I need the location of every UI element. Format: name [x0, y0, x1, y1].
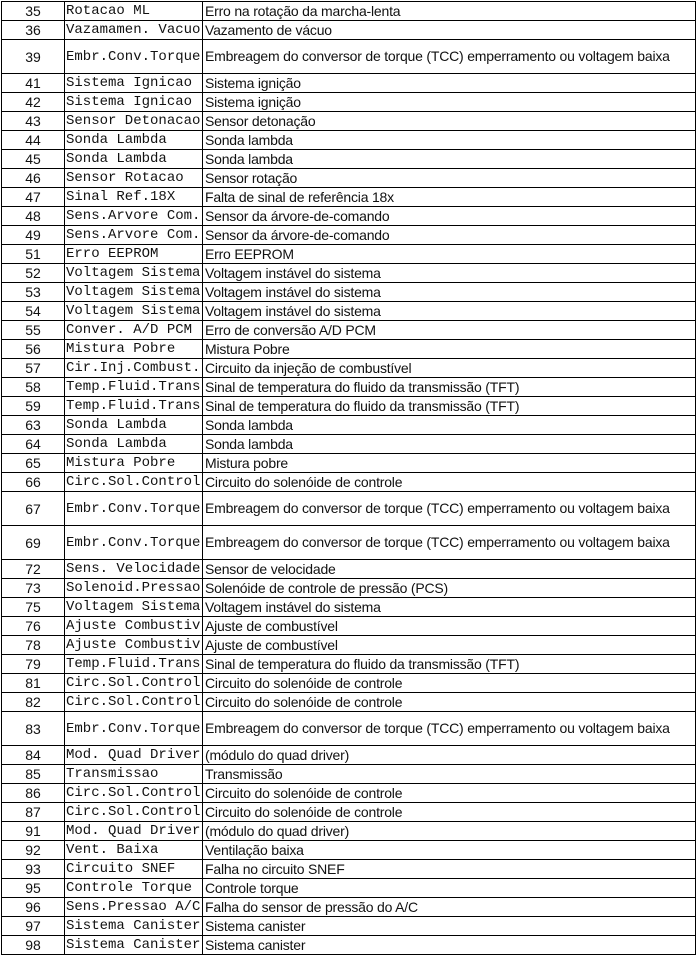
- table-row: [2, 188, 696, 207]
- fault-short-name: Temp.Fluid.Trans: [65, 378, 203, 397]
- fault-description: Controle torque: [203, 879, 696, 898]
- fault-description: Ajuste de combustível: [203, 636, 696, 655]
- fault-description: Falha do sensor de pressão do A/C: [203, 898, 696, 917]
- fault-description: Ventilação baixa: [203, 841, 696, 860]
- table-row: [2, 302, 696, 321]
- fault-short-name: Embr.Conv.Torque: [65, 492, 203, 526]
- fault-short-name: Mod. Quad Driver: [65, 746, 203, 765]
- fault-code: 53: [2, 283, 65, 302]
- fault-code: 66: [2, 473, 65, 492]
- fault-code: 69: [2, 526, 65, 560]
- table-row: [2, 898, 696, 917]
- fault-short-name: Cir.Inj.Combust.: [65, 359, 203, 378]
- fault-code: 47: [2, 188, 65, 207]
- fault-code: 79: [2, 655, 65, 674]
- fault-short-name: Sens.Pressao A/C: [65, 898, 203, 917]
- fault-short-name: Ajuste Combustiv: [65, 617, 203, 636]
- table-row: [2, 454, 696, 473]
- fault-code: 76: [2, 617, 65, 636]
- table-row: [2, 21, 696, 40]
- fault-code: 82: [2, 693, 65, 712]
- fault-short-name: Temp.Fluid.Trans: [65, 655, 203, 674]
- fault-description: Sistema canister: [203, 936, 696, 955]
- fault-code-table: [1, 1, 696, 955]
- fault-short-name: Mistura Pobre: [65, 340, 203, 359]
- fault-short-name: Solenoid.Pressao: [65, 579, 203, 598]
- fault-description: Sistema canister: [203, 917, 696, 936]
- table-row: [2, 917, 696, 936]
- fault-description: Sonda lambda: [203, 435, 696, 454]
- table-row: [2, 359, 696, 378]
- fault-code: 56: [2, 340, 65, 359]
- table-row: [2, 841, 696, 860]
- table-row: [2, 860, 696, 879]
- fault-code: 64: [2, 435, 65, 454]
- fault-description: Sonda lambda: [203, 131, 696, 150]
- table-row: [2, 435, 696, 454]
- table-row: [2, 822, 696, 841]
- table-row: [2, 879, 696, 898]
- fault-description: Erro de conversão A/D PCM: [203, 321, 696, 340]
- fault-description: Falta de sinal de referência 18x: [203, 188, 696, 207]
- fault-code: 45: [2, 150, 65, 169]
- fault-short-name: Circuito SNEF: [65, 860, 203, 879]
- table-row: [2, 397, 696, 416]
- fault-description: Erro na rotação da marcha-lenta: [203, 2, 696, 21]
- fault-code: 92: [2, 841, 65, 860]
- table-row: [2, 674, 696, 693]
- fault-code: 35: [2, 2, 65, 21]
- fault-short-name: Embr.Conv.Torque: [65, 526, 203, 560]
- fault-short-name: Erro EEPROM: [65, 245, 203, 264]
- table-row: [2, 803, 696, 822]
- fault-short-name: Vazamamen. Vacuo: [65, 21, 203, 40]
- fault-short-name: Sonda Lambda: [65, 435, 203, 454]
- fault-code: 86: [2, 784, 65, 803]
- fault-short-name: Sinal Ref.18X: [65, 188, 203, 207]
- fault-short-name: Transmissao: [65, 765, 203, 784]
- fault-code: 57: [2, 359, 65, 378]
- table-row: [2, 340, 696, 359]
- fault-code: 87: [2, 803, 65, 822]
- fault-code: 49: [2, 226, 65, 245]
- fault-description: Sonda lambda: [203, 150, 696, 169]
- table-row: [2, 2, 696, 21]
- fault-code-rows: [2, 2, 696, 955]
- fault-short-name: Controle Torque: [65, 879, 203, 898]
- table-row: [2, 712, 696, 746]
- table-row: [2, 784, 696, 803]
- fault-short-name: Voltagem Sistema: [65, 598, 203, 617]
- fault-short-name: Sonda Lambda: [65, 131, 203, 150]
- fault-description: Voltagem instável do sistema: [203, 283, 696, 302]
- fault-code: 96: [2, 898, 65, 917]
- fault-short-name: Vent. Baixa: [65, 841, 203, 860]
- fault-short-name: Voltagem Sistema: [65, 302, 203, 321]
- fault-description: Embreagem do conversor de torque (TCC) emperramento ou voltagem baixa: [203, 526, 696, 560]
- fault-code: 91: [2, 822, 65, 841]
- fault-code: 58: [2, 378, 65, 397]
- fault-short-name: Circ.Sol.Control: [65, 803, 203, 822]
- table-row: [2, 526, 696, 560]
- fault-description: Voltagem instável do sistema: [203, 264, 696, 283]
- fault-code: 42: [2, 93, 65, 112]
- fault-code: 41: [2, 74, 65, 93]
- table-row: [2, 636, 696, 655]
- fault-short-name: Circ.Sol.Control: [65, 473, 203, 492]
- table-row: [2, 473, 696, 492]
- fault-short-name: Rotacao ML: [65, 2, 203, 21]
- fault-description: Transmissão: [203, 765, 696, 784]
- fault-description: Voltagem instável do sistema: [203, 302, 696, 321]
- fault-description: Vazamento de vácuo: [203, 21, 696, 40]
- fault-short-name: Sistema Canister: [65, 917, 203, 936]
- fault-code: 54: [2, 302, 65, 321]
- table-row: [2, 169, 696, 188]
- table-row: [2, 693, 696, 712]
- fault-code: 36: [2, 21, 65, 40]
- fault-description: Circuito do solenóide de controle: [203, 803, 696, 822]
- fault-short-name: Voltagem Sistema: [65, 264, 203, 283]
- table-row: [2, 378, 696, 397]
- table-row: [2, 112, 696, 131]
- table-row: [2, 416, 696, 435]
- fault-code: 93: [2, 860, 65, 879]
- fault-code: 95: [2, 879, 65, 898]
- fault-description: Ajuste de combustível: [203, 617, 696, 636]
- fault-description: Embreagem do conversor de torque (TCC) emperramento ou voltagem baixa: [203, 712, 696, 746]
- fault-description: Mistura pobre: [203, 454, 696, 473]
- fault-short-name: Sensor Detonacao: [65, 112, 203, 131]
- fault-code: 48: [2, 207, 65, 226]
- table-row: [2, 264, 696, 283]
- fault-code: 84: [2, 746, 65, 765]
- fault-code: 46: [2, 169, 65, 188]
- fault-description: Sensor detonação: [203, 112, 696, 131]
- fault-code: 51: [2, 245, 65, 264]
- fault-code: 43: [2, 112, 65, 131]
- table-row: [2, 40, 696, 74]
- fault-short-name: Circ.Sol.Control: [65, 693, 203, 712]
- table-row: [2, 492, 696, 526]
- table-row: [2, 226, 696, 245]
- table-row: [2, 321, 696, 340]
- fault-description: Circuito do solenóide de controle: [203, 674, 696, 693]
- fault-code: 81: [2, 674, 65, 693]
- table-row: [2, 245, 696, 264]
- table-row: [2, 765, 696, 784]
- fault-short-name: Sens. Velocidade: [65, 560, 203, 579]
- fault-description: Sonda lambda: [203, 416, 696, 435]
- table-row: [2, 150, 696, 169]
- table-row: [2, 746, 696, 765]
- fault-code: 39: [2, 40, 65, 74]
- fault-description: Mistura Pobre: [203, 340, 696, 359]
- table-row: [2, 74, 696, 93]
- fault-code: 44: [2, 131, 65, 150]
- fault-description: Sensor rotação: [203, 169, 696, 188]
- fault-code: 98: [2, 936, 65, 955]
- fault-short-name: Sonda Lambda: [65, 150, 203, 169]
- fault-code: 67: [2, 492, 65, 526]
- fault-code: 97: [2, 917, 65, 936]
- fault-description: Sensor de velocidade: [203, 560, 696, 579]
- fault-short-name: Sensor Rotacao: [65, 169, 203, 188]
- fault-code: 85: [2, 765, 65, 784]
- fault-short-name: Embr.Conv.Torque: [65, 712, 203, 746]
- table-row: [2, 131, 696, 150]
- table-row: [2, 936, 696, 955]
- fault-description: (módulo do quad driver): [203, 822, 696, 841]
- fault-short-name: Circ.Sol.Control: [65, 674, 203, 693]
- fault-short-name: Sistema Canister: [65, 936, 203, 955]
- fault-description: Sistema ignição: [203, 93, 696, 112]
- fault-code: 55: [2, 321, 65, 340]
- fault-code: 73: [2, 579, 65, 598]
- table-row: [2, 560, 696, 579]
- table-row: [2, 207, 696, 226]
- table-row: [2, 93, 696, 112]
- fault-short-name: Sistema Ignicao: [65, 93, 203, 112]
- fault-short-name: Temp.Fluid.Trans: [65, 397, 203, 416]
- fault-description: Sensor da árvore-de-comando: [203, 207, 696, 226]
- fault-short-name: Embr.Conv.Torque: [65, 40, 203, 74]
- fault-short-name: Ajuste Combustiv: [65, 636, 203, 655]
- fault-description: Falha no circuito SNEF: [203, 860, 696, 879]
- fault-description: Circuito da injeção de combustível: [203, 359, 696, 378]
- fault-description: Circuito do solenóide de controle: [203, 473, 696, 492]
- fault-description: Circuito do solenóide de controle: [203, 784, 696, 803]
- fault-code: 83: [2, 712, 65, 746]
- table-row: [2, 283, 696, 302]
- fault-code: 63: [2, 416, 65, 435]
- fault-description: Erro EEPROM: [203, 245, 696, 264]
- fault-code: 52: [2, 264, 65, 283]
- fault-description: Embreagem do conversor de torque (TCC) emperramento ou voltagem baixa: [203, 40, 696, 74]
- fault-short-name: Mod. Quad Driver: [65, 822, 203, 841]
- fault-short-name: Sonda Lambda: [65, 416, 203, 435]
- fault-description: Sinal de temperatura do fluido da transmissão (TFT): [203, 397, 696, 416]
- fault-description: Sinal de temperatura do fluido da transmissão (TFT): [203, 378, 696, 397]
- fault-code: 59: [2, 397, 65, 416]
- fault-short-name: Voltagem Sistema: [65, 283, 203, 302]
- fault-description: Voltagem instável do sistema: [203, 598, 696, 617]
- fault-description: Embreagem do conversor de torque (TCC) emperramento ou voltagem baixa: [203, 492, 696, 526]
- fault-description: (módulo do quad driver): [203, 746, 696, 765]
- fault-code: 65: [2, 454, 65, 473]
- fault-code: 75: [2, 598, 65, 617]
- table-row: [2, 579, 696, 598]
- fault-short-name: Mistura Pobre: [65, 454, 203, 473]
- fault-code: 78: [2, 636, 65, 655]
- fault-short-name: Sens.Arvore Com.: [65, 226, 203, 245]
- fault-short-name: Circ.Sol.Control: [65, 784, 203, 803]
- fault-short-name: Sens.Arvore Com.: [65, 207, 203, 226]
- fault-description: Circuito do solenóide de controle: [203, 693, 696, 712]
- fault-short-name: Conver. A/D PCM: [65, 321, 203, 340]
- fault-short-name: Sistema Ignicao: [65, 74, 203, 93]
- fault-description: Sensor da árvore-de-comando: [203, 226, 696, 245]
- table-row: [2, 598, 696, 617]
- fault-description: Solenóide de controle de pressão (PCS): [203, 579, 696, 598]
- fault-description: Sistema ignição: [203, 74, 696, 93]
- fault-description: Sinal de temperatura do fluido da transmissão (TFT): [203, 655, 696, 674]
- table-row: [2, 617, 696, 636]
- table-row: [2, 655, 696, 674]
- fault-code: 72: [2, 560, 65, 579]
